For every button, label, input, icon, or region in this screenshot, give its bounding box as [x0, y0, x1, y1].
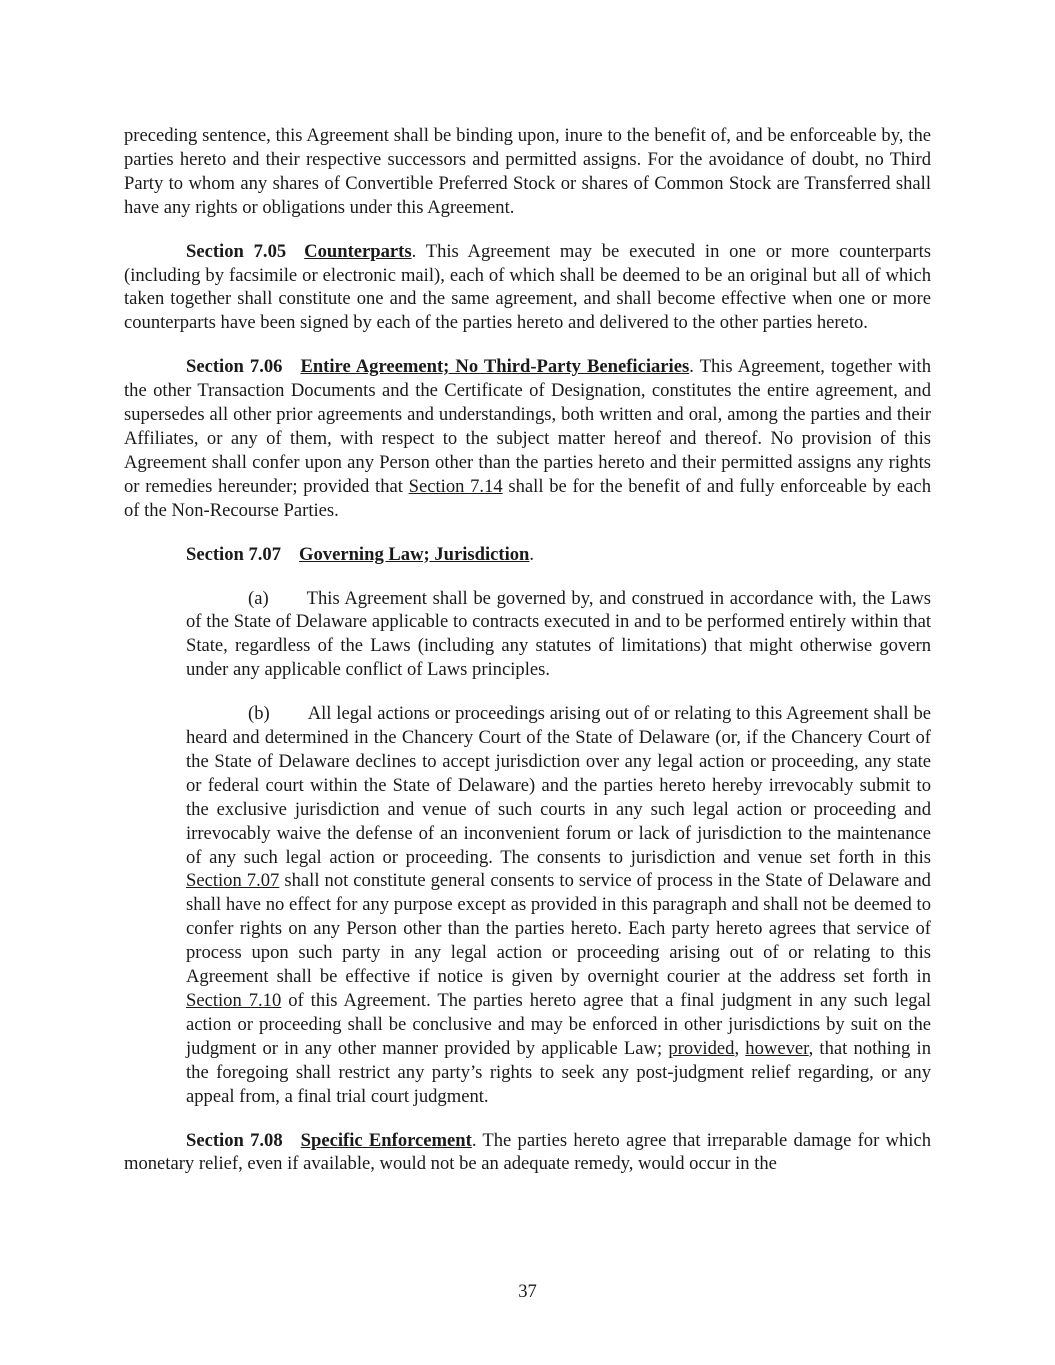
subsection-text: All legal actions or proceedings arising out of or relating to this Agreement shall be heard and determined in the Chancery Court of the State of Delaware (or, if the Chancery Court of the State of Delaware declines to accept jurisdiction over any legal action or proceeding, any state or federal court within the State of Delaware) and the parties hereto hereby irrevocably submit to the exclusive jurisdiction and venue of such courts in any such legal action or proceeding and irrevocably waive the defense of an inconvenient forum or lack of jurisdiction to the maintenance of any such legal action or proceeding. The consents to jurisdiction and venue set forth in this — [186, 703, 931, 868]
subsection-a — [186, 587, 931, 683]
section-body: . This Agreement, together with the other Transaction Documents and the Certificate of Designation, constitutes the entire agreement, and supersedes all other prior agreements and understandings, both written and oral, among the parties and their Affiliates, or any of them, with respect to the subject matter hereof and thereof. No provision of this Agreement shall confer upon any Person other than the parties hereto and their permitted assigns any rights or remedies hereunder; provided that — [124, 356, 931, 497]
cross-reference-link[interactable]: Section 7.07 — [186, 870, 280, 892]
page-number: 37 — [518, 1281, 537, 1302]
cross-reference-link[interactable]: Section 7.14 — [408, 475, 503, 497]
separator: , — [734, 1037, 746, 1059]
cross-reference-link[interactable]: Section 7.10 — [186, 990, 282, 1011]
section-body: . This Agreement may be executed in one or more counterparts (including by facsimile or electronic mail), each of which shall be deemed to be an original but all of which taken together shall constitute one and the same agreement, and shall become effective when one or more counterparts have been signed by each of the parties hereto and delivered to the other parties hereto. — [124, 240, 931, 334]
section-7-08 — [124, 1129, 931, 1177]
section-title: Specific Enforcement — [300, 1129, 472, 1151]
section-title-suffix: . — [529, 543, 535, 565]
intro-paragraph: preceding sentence, this Agreement shall be binding upon, inure to the benefit of, and be enforceable by, the parties hereto and their respective successors and permitted assigns. For the avoidance of doubt, no Third Party to whom any shares of Convertible Preferred Stock or shares of Common Stock are Transferred shall have any rights or obligations under this Agreement. — [124, 125, 931, 218]
section-number: Section 7.05 — [186, 240, 287, 262]
section-7-07-heading — [124, 543, 931, 567]
subsection-b — [186, 702, 931, 1108]
section-number: Section 7.06 — [186, 356, 283, 378]
section-title: Governing Law; Jurisdiction — [299, 543, 530, 565]
section-body: . The parties hereto agree that irreparable damage for which monetary relief, even if available, would not be an adequate remedy, would occur in the — [124, 1129, 931, 1175]
subsection-text: of this Agreement. The parties hereto agree that a final judgment in any such legal action or proceeding shall be conclusive and may be enforced in other jurisdictions by suit on the judgment or in any other manner provided by applicable Law; — [186, 990, 931, 1059]
section-number: Section 7.07 — [186, 543, 282, 565]
section-number: Section 7.08 — [186, 1129, 283, 1151]
subsection-label: (b) — [248, 703, 270, 725]
subsection-text: shall not constitute general consents to service of process in the State of Delaware and shall have no effect for any purpose except as provided in this paragraph and shall not be deemed to confer rights on any Person other than the parties hereto. Each party hereto agrees that service of process upon such party in any legal action or proceeding arising out of or relating to this Agreement shall be effective if notice is given by overnight courier at the address set forth in — [186, 870, 931, 988]
defined-term: provided — [668, 1037, 735, 1059]
section-title: Counterparts — [304, 240, 412, 262]
section-body-tail: shall be for the benefit of and fully enforceable by each of the Non-Recourse Parties. — [124, 475, 931, 521]
section-7-05 — [124, 240, 931, 336]
defined-term: however — [745, 1037, 809, 1059]
section-7-06 — [124, 355, 931, 522]
subsection-label: (a) — [248, 587, 269, 609]
subsection-text: This Agreement shall be governed by, and construed in accordance with, the Laws of the State of Delaware applicable to contracts executed in and to be performed entirely within that State, regardless of the Laws (including any statutes of limitations) that might otherwise govern under any applicable conflict of Laws principles. — [186, 587, 931, 681]
document-page — [124, 124, 931, 1196]
section-title: Entire Agreement; No Third-Party Beneficiaries — [300, 356, 690, 378]
subsection-text: , that nothing in the foregoing shall restrict any party’s rights to seek any post-judgment relief regarding, or any appeal from, a final trial court judgment. — [186, 1037, 931, 1107]
